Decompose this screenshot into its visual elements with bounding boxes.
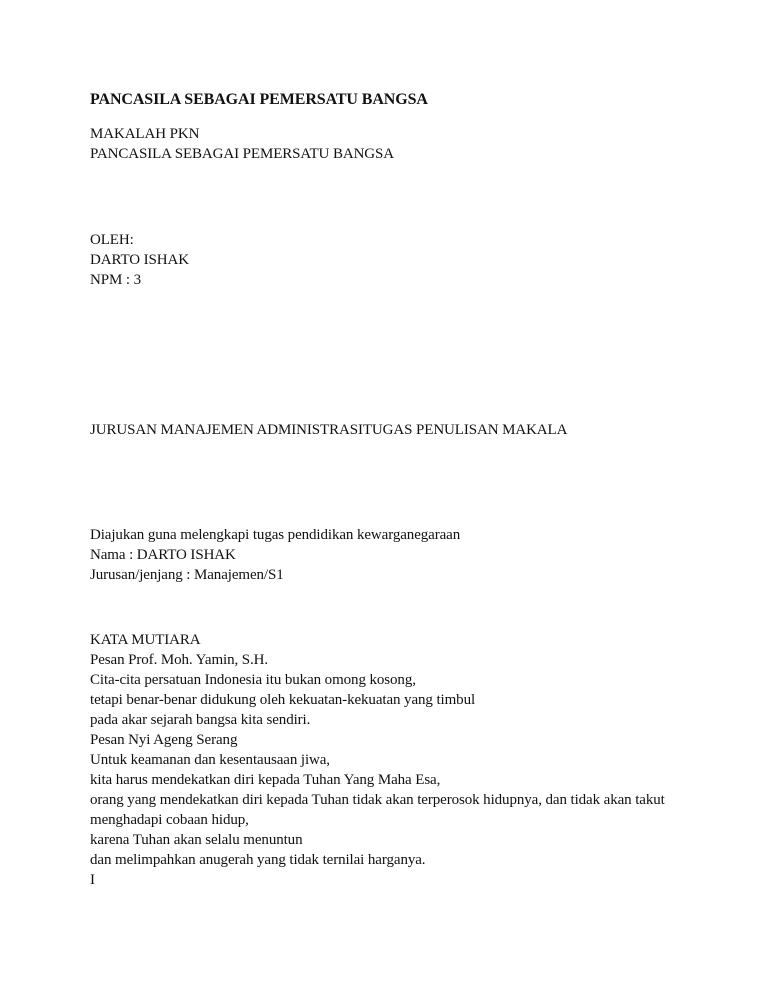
- quote-line: tetapi benar-benar didukung oleh kekuatan-kekuatan yang timbul: [90, 692, 476, 708]
- student-number: NPM : 3: [90, 272, 141, 288]
- quote-line: Cita-cita persatuan Indonesia itu bukan omong kosong,: [90, 672, 416, 688]
- submission-program: Jurusan/jenjang : Manajemen/S1: [90, 567, 284, 583]
- quote-line: pada akar sejarah bangsa kita sendiri.: [90, 712, 311, 728]
- document-title: PANCASILA SEBAGAI PEMERSATU BANGSA: [90, 91, 428, 108]
- quote-line: orang yang mendekatkan diri kepada Tuhan tidak akan terperosok hidupnya, dan tidak akan takut: [90, 792, 665, 808]
- author-name: DARTO ISHAK: [90, 252, 189, 268]
- kata-mutiara-heading: KATA MUTIARA: [90, 632, 201, 648]
- submission-name: Nama : DARTO ISHAK: [90, 547, 236, 563]
- document-type: MAKALAH PKN: [90, 126, 200, 142]
- department-line: JURUSAN MANAJEMEN ADMINISTRASITUGAS PENULISAN MAKALA: [90, 422, 568, 438]
- submission-purpose: Diajukan guna melengkapi tugas pendidikan kewarganegaraan: [90, 527, 461, 543]
- document-subtitle: PANCASILA SEBAGAI PEMERSATU BANGSA: [90, 146, 395, 162]
- quote-line: kita harus mendekatkan diri kepada Tuhan Yang Maha Esa,: [90, 772, 441, 788]
- quote-line: I: [90, 872, 95, 888]
- quote-line: Untuk keamanan dan kesentausaan jiwa,: [90, 752, 330, 768]
- quote-line: Pesan Nyi Ageng Serang: [90, 732, 238, 748]
- quote-line: dan melimpahkan anugerah yang tidak ternilai harganya.: [90, 852, 426, 868]
- quote-line: karena Tuhan akan selalu menuntun: [90, 832, 303, 848]
- by-label: OLEH:: [90, 232, 134, 248]
- quote-line: menghadapi cobaan hidup,: [90, 812, 249, 828]
- quote-line: Pesan Prof. Moh. Yamin, S.H.: [90, 652, 269, 668]
